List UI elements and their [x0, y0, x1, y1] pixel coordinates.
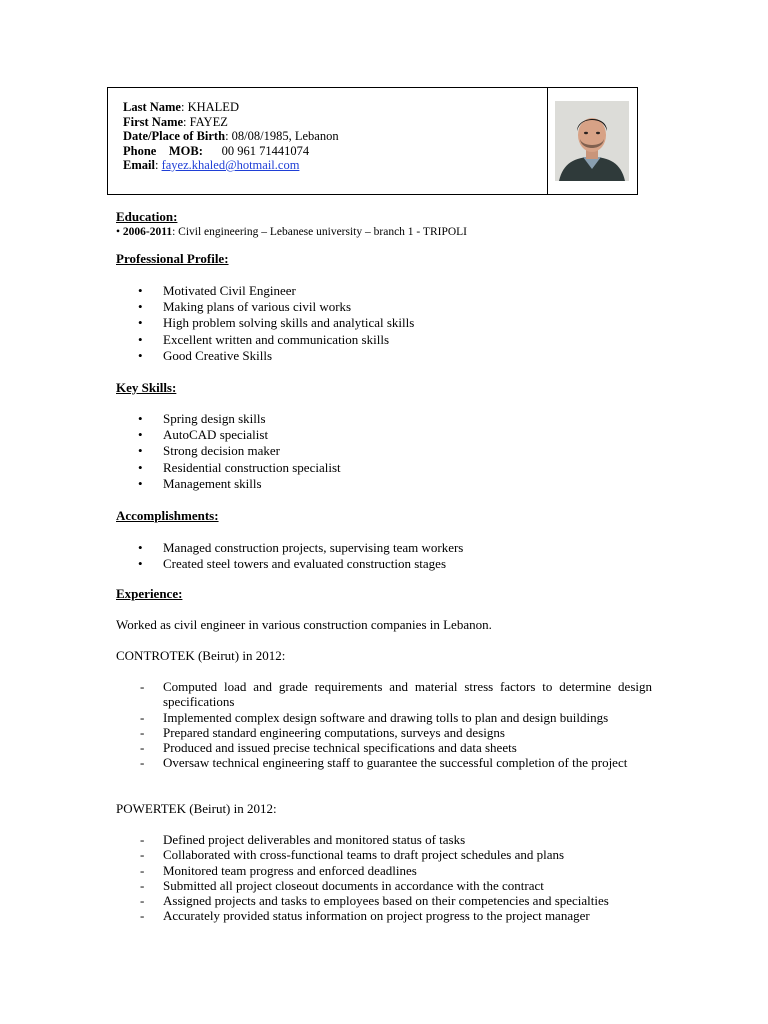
list-item: - Accurately provided status information on project progress to the project manager	[138, 908, 652, 923]
list-item: - Implemented complex design software and drawing tolls to plan and design buildings	[138, 710, 652, 725]
list-item: • Making plans of various civil works	[138, 299, 414, 315]
bullet-icon: •	[116, 226, 121, 238]
education-detail: : Civil engineering – Lebanese university – branch 1 - TRIPOLI	[172, 226, 467, 238]
first-name-row: First Name: FAYEZ	[123, 114, 228, 129]
list-item: - Prepared standard engineering computations, surveys and designs	[138, 725, 652, 740]
phone-label: Phone	[123, 143, 157, 158]
last-name-row: Last Name: KHALED	[123, 100, 239, 114]
dob-row: Date/Place of Birth: 08/08/1985, Lebanon	[123, 129, 339, 143]
profile-photo	[555, 101, 629, 181]
table-divider	[547, 87, 548, 195]
list-item: - Monitored team progress and enforced deadlines	[138, 863, 652, 878]
list-item: - Produced and issued precise technical specifications and data sheets	[138, 740, 652, 755]
list-item: - Assigned projects and tasks to employees based on their competencies and specialties	[138, 893, 652, 908]
email-row: Email: fayez.khaled@hotmail.com	[123, 158, 300, 172]
list-item: • Motivated Civil Engineer	[138, 283, 414, 299]
email-link[interactable]: fayez.khaled@hotmail.com	[161, 158, 300, 172]
education-entry	[116, 226, 467, 238]
list-item: • Excellent written and communication skills	[138, 332, 414, 348]
education-heading: Education:	[116, 209, 178, 224]
phone-row	[123, 144, 339, 159]
list-item: • Strong decision maker	[138, 443, 341, 459]
job-heading-controtek: CONTROTEK (Beirut) in 2012:	[116, 648, 286, 663]
last-name-value: KHALED	[187, 100, 239, 114]
list-item: • High problem solving skills and analytical skills	[138, 315, 414, 331]
first-name-value: FAYEZ	[189, 114, 228, 129]
first-name-label: First Name	[123, 114, 184, 129]
accomplishments-list	[138, 540, 463, 572]
profile-list	[138, 283, 414, 364]
accomplishments-heading: Accomplishments:	[116, 508, 219, 523]
phone-value: 00 961 71441074	[221, 143, 310, 158]
portrait-image	[555, 101, 629, 181]
email-label: Email	[123, 158, 155, 172]
last-name-label: Last Name	[123, 100, 181, 114]
controtek-duties-list	[138, 679, 652, 771]
mob-label: MOB:	[168, 143, 203, 158]
skills-list	[138, 411, 341, 492]
experience-heading: Experience:	[116, 586, 183, 601]
list-item: - Defined project deliverables and monitored status of tasks	[138, 832, 652, 847]
education-years: 2006-2011	[122, 226, 173, 238]
list-item: - Submitted all project closeout documents in accordance with the contract	[138, 878, 652, 893]
list-item: - Collaborated with cross-functional teams to draft project schedules and plans	[138, 847, 652, 862]
list-item: • Good Creative Skills	[138, 348, 414, 364]
list-item: • Residential construction specialist	[138, 460, 341, 476]
skills-heading: Key Skills:	[116, 380, 177, 395]
list-item: • AutoCAD specialist	[138, 427, 341, 443]
list-item: • Managed construction projects, supervising team workers	[138, 540, 463, 556]
personal-info	[123, 100, 339, 173]
profile-heading: Professional Profile:	[116, 251, 229, 266]
list-item: - Oversaw technical engineering staff to guarantee the successful completion of the project	[138, 755, 652, 770]
job-heading-powertek: POWERTEK (Beirut) in 2012:	[116, 801, 277, 816]
dob-label: Date/Place of Birth	[123, 129, 226, 143]
powertek-duties-list	[138, 832, 652, 924]
dob-value: 08/08/1985, Lebanon	[231, 129, 339, 143]
list-item: • Spring design skills	[138, 411, 341, 427]
list-item: • Management skills	[138, 476, 341, 492]
list-item: - Computed load and grade requirements and material stress factors to determine design specifications	[138, 679, 652, 710]
list-item: • Created steel towers and evaluated construction stages	[138, 556, 463, 572]
experience-summary: Worked as civil engineer in various construction companies in Lebanon.	[116, 617, 492, 632]
